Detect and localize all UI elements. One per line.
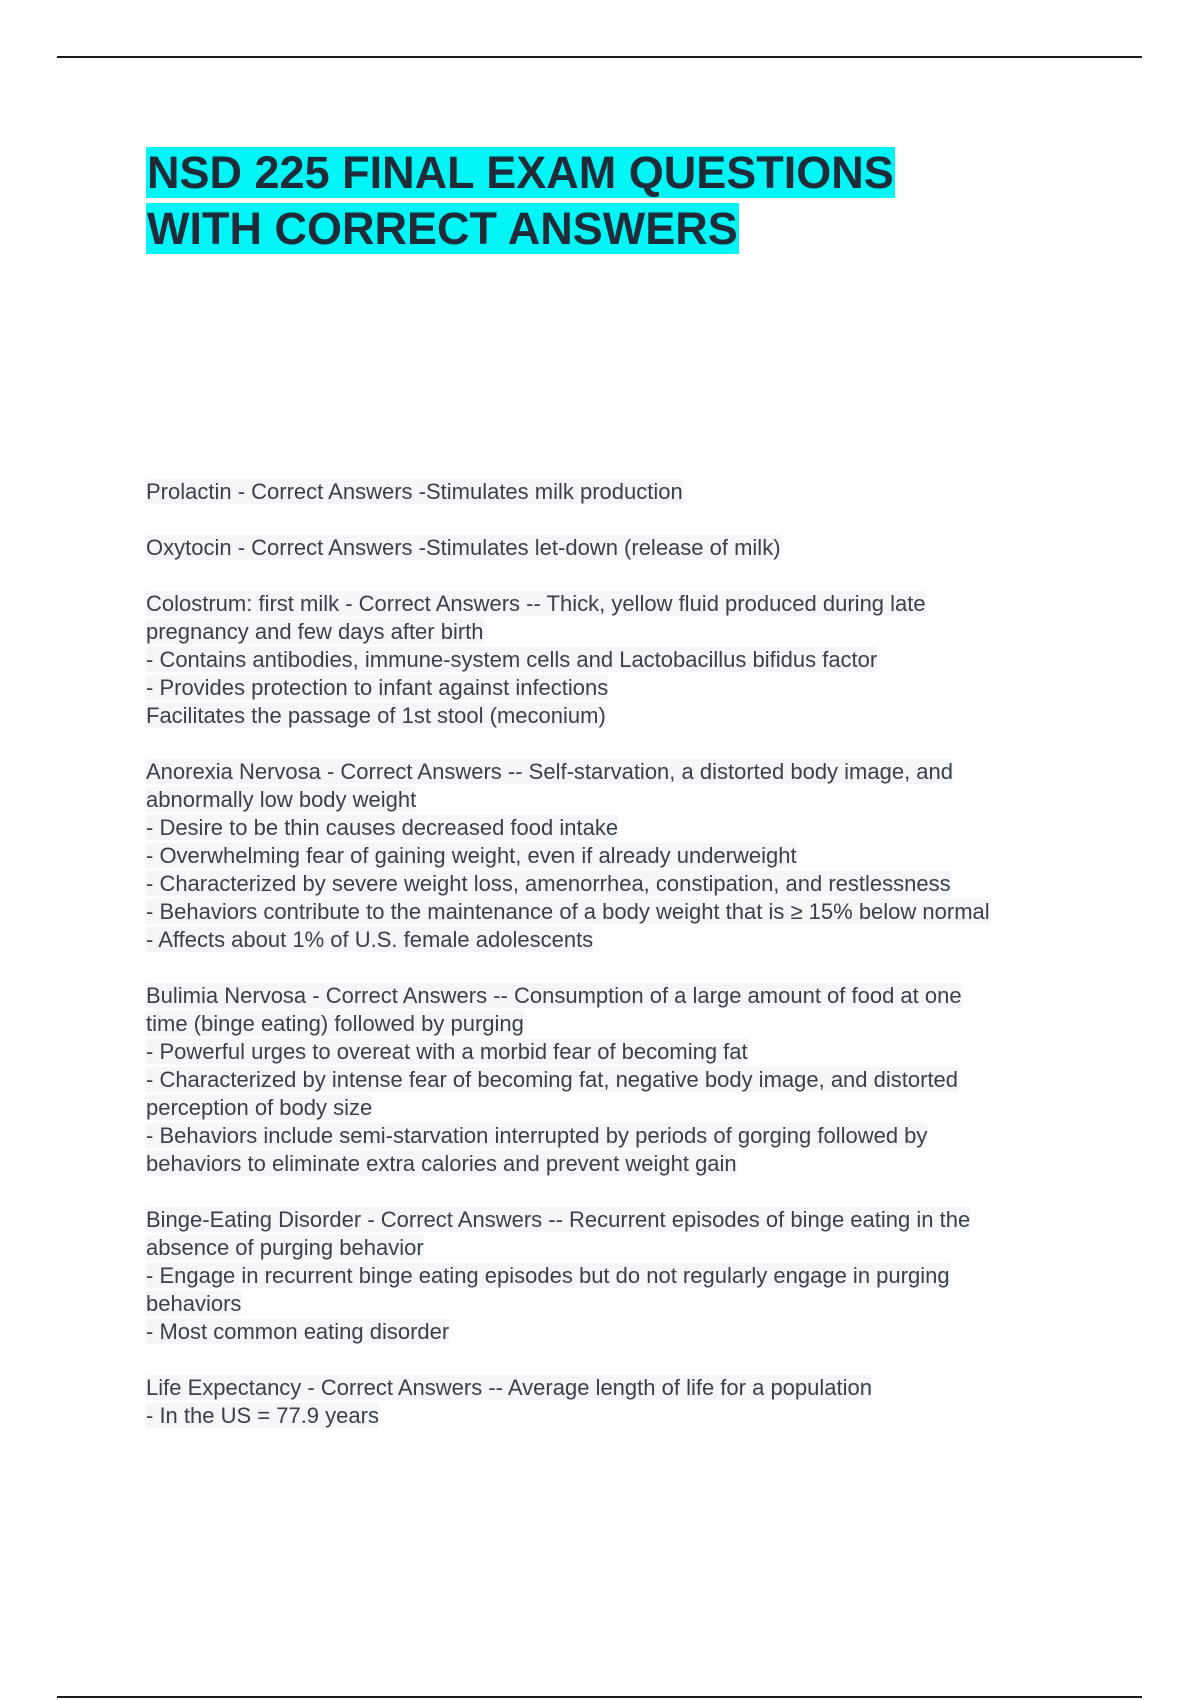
entry-line: [146, 1038, 1146, 1066]
entry-line: [146, 926, 1146, 954]
entry-line-text: Life Expectancy - Correct Answers -- Average length of life for a population: [146, 1375, 872, 1400]
qa-entry: [146, 982, 1146, 1178]
qa-entry: [146, 534, 1146, 562]
top-rule: [57, 56, 1142, 58]
bottom-rule: [57, 1696, 1142, 1698]
entry-line: [146, 814, 1146, 842]
qa-entry: [146, 590, 1146, 730]
entry-line: [146, 1010, 1146, 1038]
entry-line-text: - Characterized by intense fear of becoming fat, negative body image, and distorted: [146, 1067, 959, 1092]
entry-line: [146, 1262, 1146, 1290]
qa-entry: [146, 1374, 1146, 1430]
qa-entry: [146, 758, 1146, 954]
entry-line-text: absence of purging behavior: [146, 1235, 424, 1260]
entry-line-text: - Overwhelming fear of gaining weight, even if already underweight: [146, 843, 797, 868]
entry-line-text: Bulimia Nervosa - Correct Answers -- Consumption of a large amount of food at one: [146, 983, 962, 1008]
entry-line-text: pregnancy and few days after birth: [146, 619, 484, 644]
entry-line: [146, 534, 1146, 562]
entry-line-text: Anorexia Nervosa - Correct Answers -- Self-starvation, a distorted body image, and: [146, 759, 954, 784]
entry-line-text: behaviors to eliminate extra calories and prevent weight gain: [146, 1151, 737, 1176]
entry-line-text: Facilitates the passage of 1st stool (meconium): [146, 703, 606, 728]
title-line-2: WITH CORRECT ANSWERS: [147, 203, 738, 254]
entry-line: [146, 1094, 1146, 1122]
entry-line: [146, 870, 1146, 898]
entry-line-text: - Most common eating disorder: [146, 1319, 450, 1344]
entry-line-text: - Engage in recurrent binge eating episodes but do not regularly engage in purging: [146, 1263, 950, 1288]
entry-line: [146, 618, 1146, 646]
document-title: [146, 145, 1046, 257]
entry-line-text: - Powerful urges to overeat with a morbid fear of becoming fat: [146, 1039, 748, 1064]
entry-line: [146, 674, 1146, 702]
entry-line-text: Prolactin - Correct Answers -Stimulates milk production: [146, 479, 683, 504]
entry-line: [146, 1150, 1146, 1178]
entry-line: [146, 1066, 1146, 1094]
entry-line: [146, 842, 1146, 870]
entry-line: [146, 646, 1146, 674]
entry-line: [146, 702, 1146, 730]
entry-line-text: time (binge eating) followed by purging: [146, 1011, 524, 1036]
entry-line: [146, 898, 1146, 926]
entry-line: [146, 590, 1146, 618]
entry-line: [146, 758, 1146, 786]
qa-entry: [146, 478, 1146, 506]
entry-line-text: - In the US = 77.9 years: [146, 1403, 379, 1428]
entry-line-text: - Provides protection to infant against infections: [146, 675, 609, 700]
entry-line: [146, 1318, 1146, 1346]
qa-content: [146, 478, 1146, 1458]
entry-line: [146, 1234, 1146, 1262]
qa-entry: [146, 1206, 1146, 1346]
entry-line: [146, 982, 1146, 1010]
entry-line-text: perception of body size: [146, 1095, 373, 1120]
entry-line: [146, 478, 1146, 506]
entry-line: [146, 1290, 1146, 1318]
entry-line-text: - Behaviors contribute to the maintenance of a body weight that is ≥ 15% below normal: [146, 899, 990, 924]
entry-line-text: - Affects about 1% of U.S. female adolescents: [146, 927, 594, 952]
entry-line-text: - Characterized by severe weight loss, amenorrhea, constipation, and restlessness: [146, 871, 951, 896]
title-line-1: NSD 225 FINAL EXAM QUESTIONS: [147, 147, 894, 198]
entry-line-text: Colostrum: first milk - Correct Answers -- Thick, yellow fluid produced during late: [146, 591, 926, 616]
entry-line: [146, 1206, 1146, 1234]
entry-line-text: Oxytocin - Correct Answers -Stimulates let-down (release of milk): [146, 535, 781, 560]
entry-line-text: behaviors: [146, 1291, 242, 1316]
entry-line-text: Binge-Eating Disorder - Correct Answers -- Recurrent episodes of binge eating in the: [146, 1207, 971, 1232]
entry-line-text: - Contains antibodies, immune-system cells and Lactobacillus bifidus factor: [146, 647, 878, 672]
entry-line: [146, 1374, 1146, 1402]
entry-line: [146, 1402, 1146, 1430]
entry-line-text: - Desire to be thin causes decreased food intake: [146, 815, 619, 840]
entry-line: [146, 1122, 1146, 1150]
entry-line: [146, 786, 1146, 814]
entry-line-text: abnormally low body weight: [146, 787, 417, 812]
entry-line-text: - Behaviors include semi-starvation interrupted by periods of gorging followed by: [146, 1123, 928, 1148]
